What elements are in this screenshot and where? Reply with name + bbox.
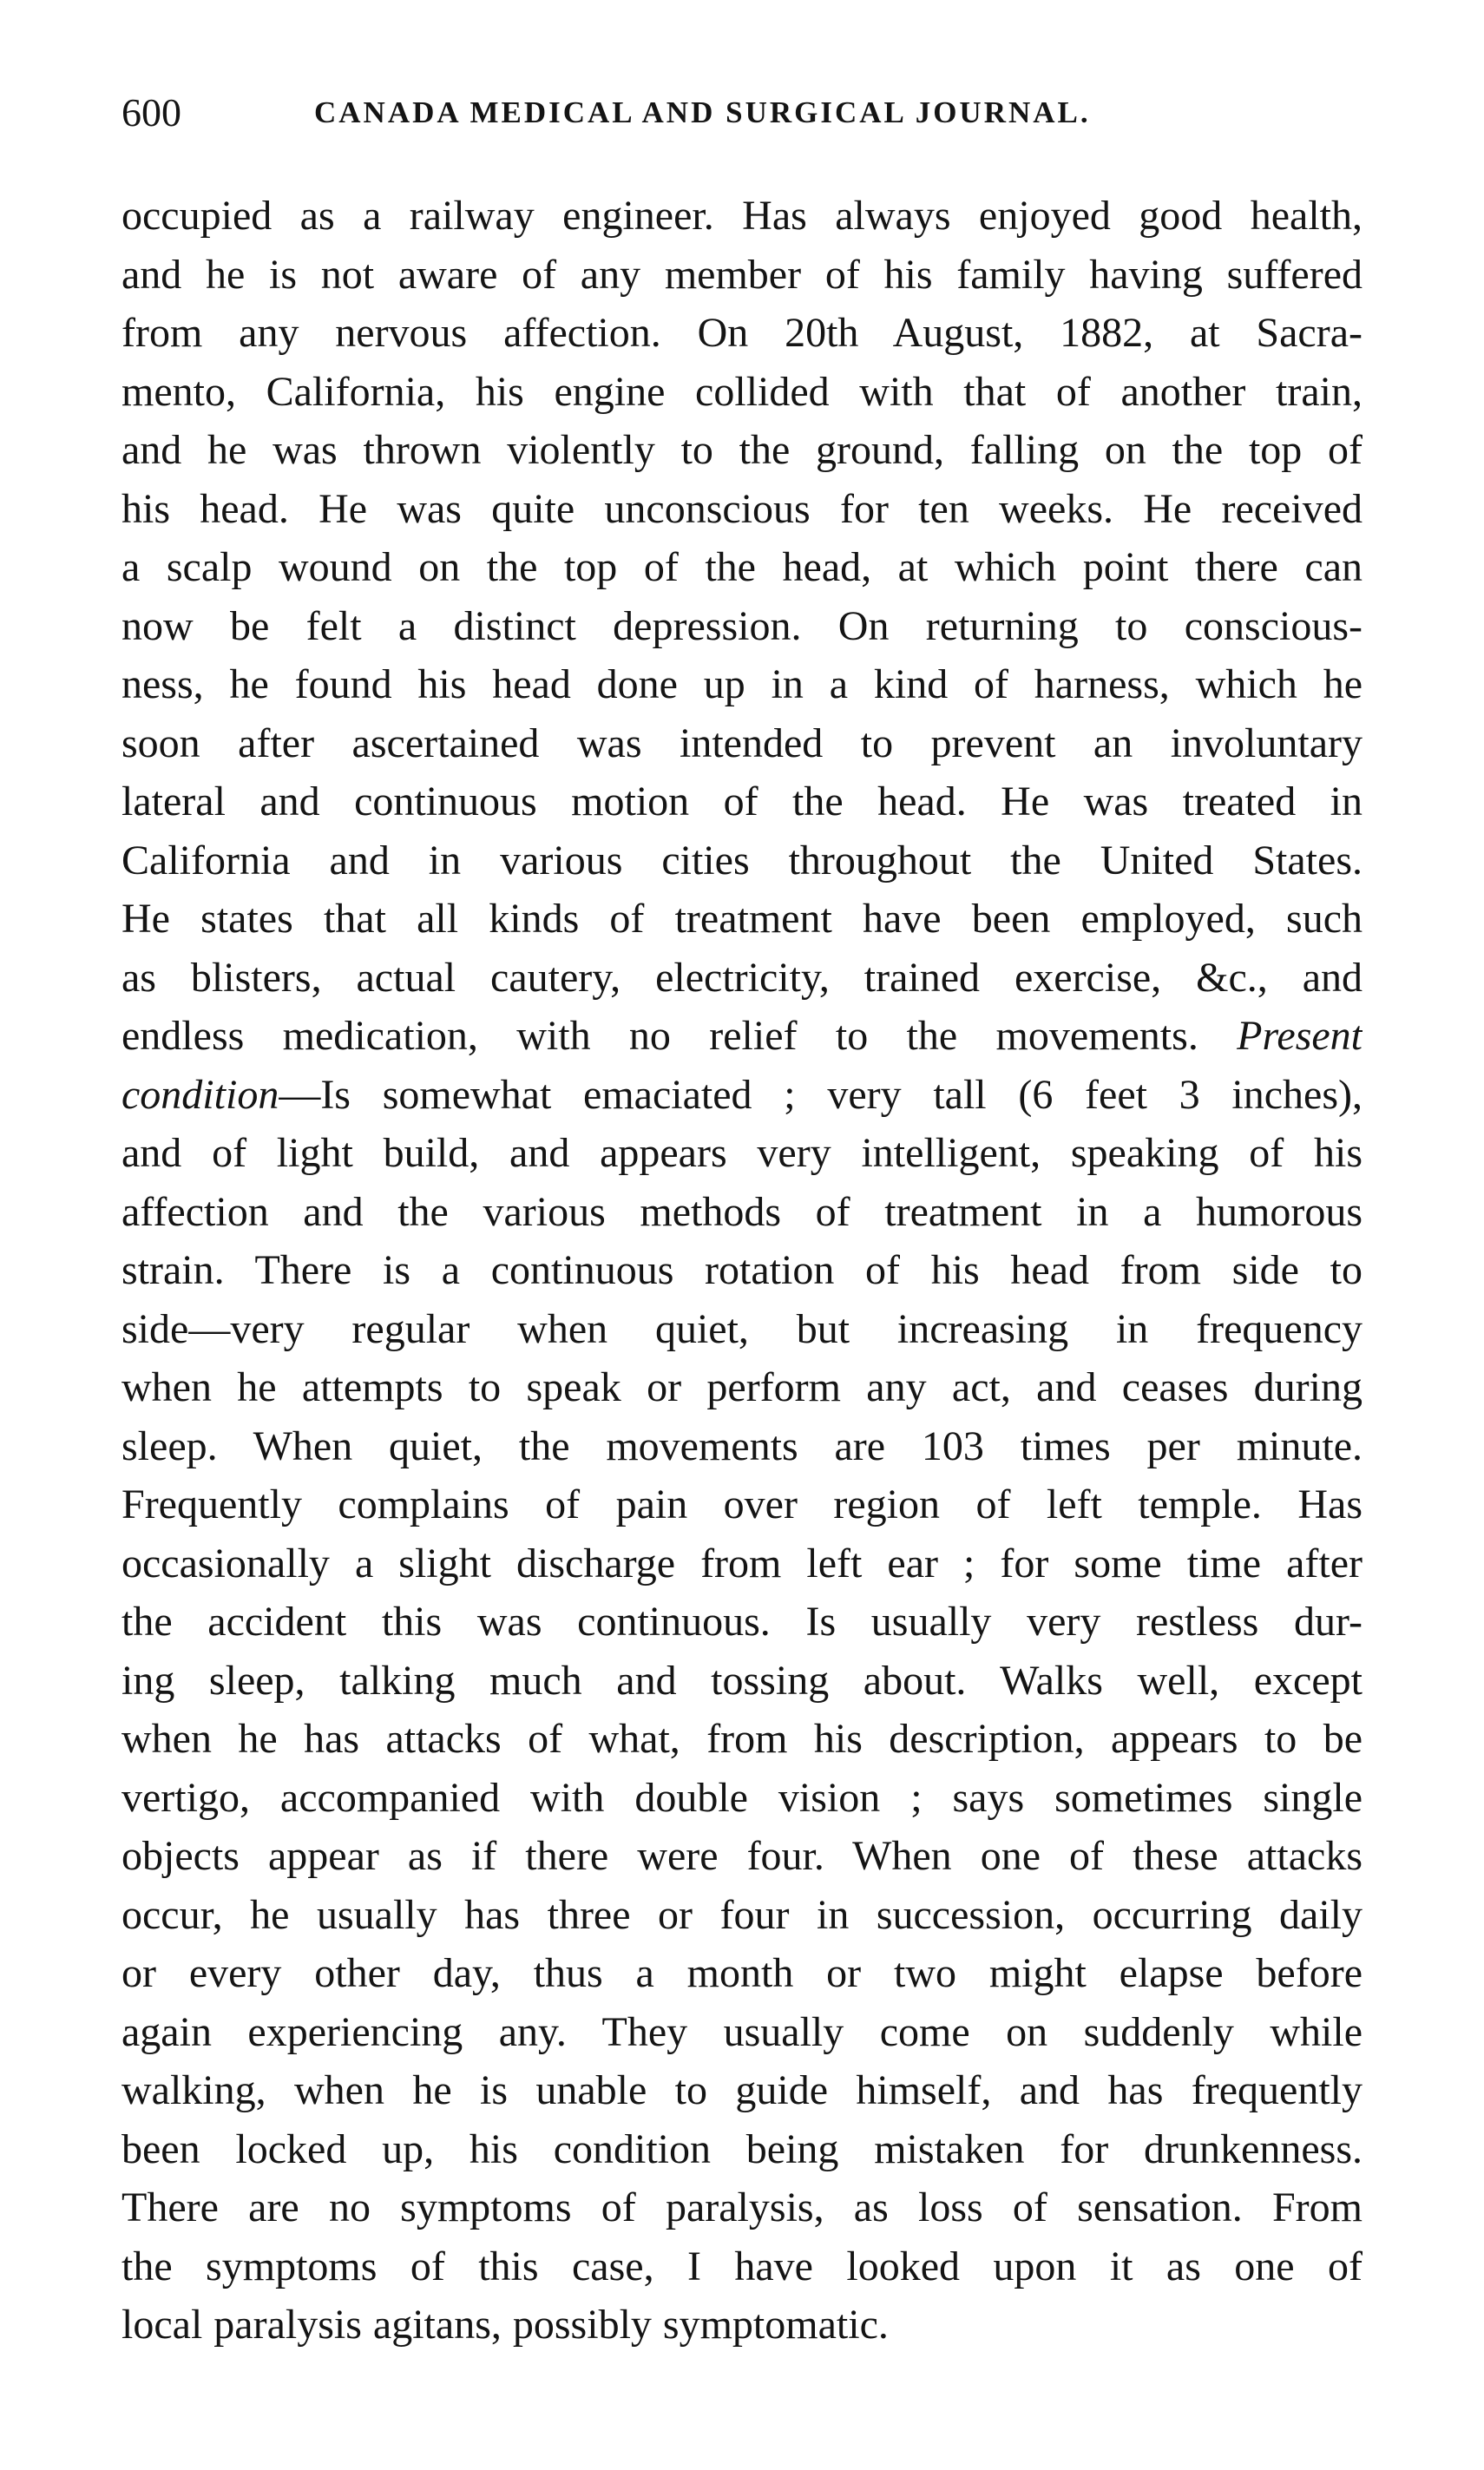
- text-line: strain. There is a continuous rotation of his head from side to: [121, 1247, 1363, 1293]
- text-line: when he attempts to speak or perform any act, and ceases during: [121, 1364, 1363, 1410]
- text-segment: endless medication, with no relief to the movements.: [121, 1013, 1198, 1059]
- text-line-last: local paralysis agitans, possibly symptomatic.: [121, 2302, 889, 2348]
- text-line: and he is not aware of any member of his family having suffered: [121, 251, 1363, 298]
- text-line: walking, when he is unable to guide himself, and has frequently: [121, 2067, 1363, 2113]
- text-line: or every other day, thus a month or two might elapse before: [121, 1950, 1363, 1996]
- text-segment: —Is somewhat emaciated ; very tall (6 feet 3 inches),: [279, 1071, 1363, 1118]
- text-line: and of light build, and appears very intelligent, speaking of his: [121, 1130, 1363, 1176]
- text-line: soon after ascertained was intended to prevent an involuntary: [121, 719, 1363, 766]
- text-line: sleep. When quiet, the movements are 103 times per minute.: [121, 1422, 1363, 1469]
- text-line: affection and the various methods of treatment in a humorous: [121, 1188, 1363, 1235]
- text-line: mento, California, his engine collided with that of another train,: [121, 368, 1363, 415]
- text-line: lateral and continuous motion of the head. He was treated in: [121, 778, 1363, 824]
- italic-heading-present: Present: [1237, 1013, 1363, 1059]
- text-line: again experiencing any. They usually come on suddenly while: [121, 2008, 1363, 2055]
- text-line: the accident this was continuous. Is usually very restless dur-: [121, 1599, 1363, 1645]
- text-line: ness, he found his head done up in a kind of harness, which he: [121, 661, 1363, 707]
- text-line: his head. He was quite unconscious for ten weeks. He received: [121, 485, 1363, 532]
- page-number: 600: [121, 90, 181, 135]
- text-line: now be felt a distinct depression. On returning to conscious-: [121, 602, 1363, 649]
- text-line: California and in various cities throughout the United States.: [121, 837, 1363, 884]
- text-line: side—very regular when quiet, but increasing in frequency: [121, 1305, 1363, 1352]
- text-line: as blisters, actual cautery, electricity, trained exercise, &c., and: [121, 954, 1363, 1001]
- text-line: occasionally a slight discharge from left ear ; for some time after: [121, 1540, 1363, 1586]
- text-line: He states that all kinds of treatment have been employed, such: [121, 896, 1363, 942]
- text-line: and he was thrown violently to the ground, falling on the top of: [121, 427, 1363, 473]
- running-head: [121, 87, 1371, 139]
- case-report-paragraph: [121, 187, 1363, 2355]
- text-line: a scalp wound on the top of the head, at which point there can: [121, 544, 1363, 590]
- text-line: ing sleep, talking much and tossing about. Walks well, except: [121, 1657, 1363, 1704]
- text-line: occupied as a railway engineer. Has always enjoyed good health,: [121, 193, 1363, 239]
- text-line: occur, he usually has three or four in succession, occurring daily: [121, 1891, 1363, 1938]
- text-line: Frequently complains of pain over region of left temple. Has: [121, 1481, 1363, 1527]
- text-line: [121, 1066, 1363, 1125]
- text-line: [121, 1007, 1363, 1066]
- text-line: when he has attacks of what, from his description, appears to be: [121, 1716, 1363, 1762]
- text-line: There are no symptoms of paralysis, as loss of sensation. From: [121, 2184, 1363, 2230]
- text-line: been locked up, his condition being mistaken for drunkenness.: [121, 2125, 1363, 2172]
- italic-heading-condition: condition: [121, 1071, 279, 1118]
- text-line: vertigo, accompanied with double vision ; says sometimes single: [121, 1774, 1363, 1821]
- text-line: the symptoms of this case, I have looked upon it as one of: [121, 2243, 1363, 2289]
- text-line: from any nervous affection. On 20th August, 1882, at Sacra-: [121, 310, 1363, 356]
- text-line: objects appear as if there were four. When one of these attacks: [121, 1833, 1363, 1879]
- journal-title: CANADA MEDICAL AND SURGICAL JOURNAL.: [314, 95, 1091, 129]
